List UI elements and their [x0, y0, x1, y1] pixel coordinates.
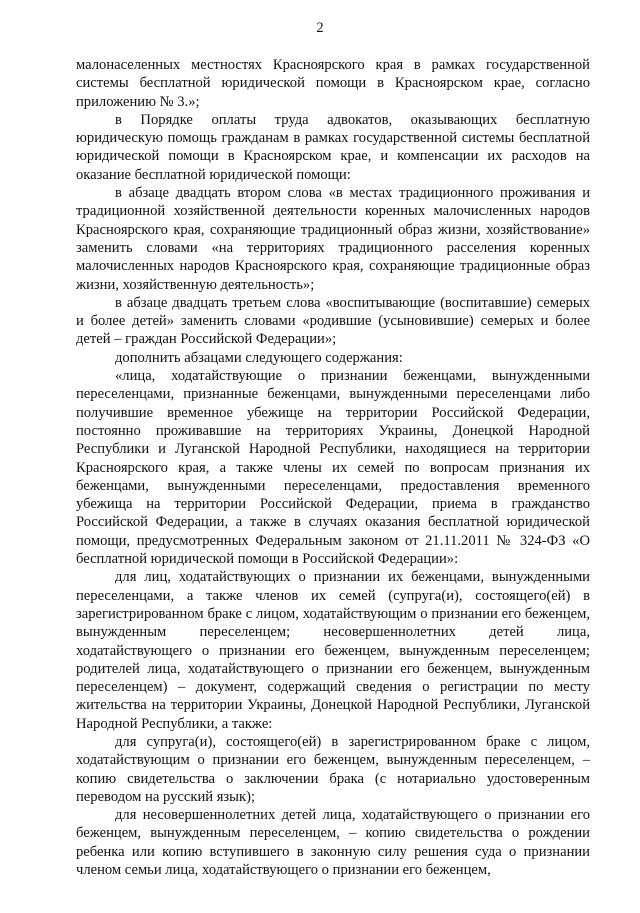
- paragraph: в абзаце двадцать втором слова «в местах традиционного проживания и традиционной хозяйственной деятельности коренных малочисленных народов Красноярского края, сохраняющие традиционный образ жизни, хозяйствование» заменить словами «на территориях традиционного расселения коренных малочисленных народов Красноярского края, сохраняющие традиционные образ жизни, хозяйственную деятельность»;: [76, 185, 590, 293]
- page-number: 2: [316, 20, 324, 36]
- paragraph: в Порядке оплаты труда адвокатов, оказывающих бесплатную юридическую помощь гражданам в рамках государственной системы бесплатной юридической помощи в Красноярском крае, и компенсации их расходов на оказание бесплатной юридической помощи:: [76, 111, 590, 183]
- document-body: [76, 56, 590, 879]
- paragraph: малонаселенных местностях Красноярского края в рамках государственной системы бесплатной юридической помощи в Красноярском крае, согласно приложению № 3.»;: [76, 57, 590, 110]
- paragraph: для несовершеннолетних детей лица, ходатайствующего о признании его беженцем, вынужденным переселенцем, – копию свидетельства о рождении ребенка или копию вступившего в законную силу решения суда о признании членом семьи лица, ходатайствующего о признании его беженцем,: [76, 807, 590, 879]
- paragraph: дополнить абзацами следующего содержания:: [115, 349, 403, 366]
- paragraph: в абзаце двадцать третьем слова «воспитывающие (воспитавшие) семерых и более детей» заменить словами «родившие (усыновившие) семерых и более детей – граждан Российской Федерации»;: [76, 294, 590, 348]
- paragraph: «лица, ходатайствующие о признании беженцами, вынужденными переселенцами, признанные беженцами, вынужденными переселенцами либо получившие временное убежище на территории Российской Федерации, постоянно проживавшие на территориях Украины, Донецкой Народной Республики и Луганской Народной Республики, находящиеся на территории Красноярского края, а также члены их семей по вопросам признания их беженцами, вынужденными переселенцами, предоставления временного убежища на территории Российской Федерации, приема в гражданство Российской Федерации, а также в случаях оказания бесплатной юридической помощи, предусмотренных Федеральным законом от 21.11.2011 № 324-ФЗ «О бесплатной юридической помощи в Российской Федерации»:: [76, 368, 590, 568]
- paragraph: для супруга(и), состоящего(ей) в зарегистрированном браке с лицом, ходатайствующим о признании его беженцем, вынужденным переселенцем, – копию свидетельства о заключении брака (с нотариально удостоверенным переводом на русский язык);: [76, 733, 590, 805]
- paragraph: для лиц, ходатайствующих о признании их беженцами, вынужденными переселенцами, а также членов их семей (супруга(и), состоящего(ей) в зарегистрированном браке с лицом, ходатайствующим о признании его беженцем, вынужденным переселенцем; несовершеннолетних детей лица, ходатайствующего о признании его беженцем, вынужденным переселенцем; родителей лица, ходатайствующего о признании его беженцем, вынужденным переселенцем) – документ, содержащий сведения о регистрации по месту жительства на территории Украины, Донецкой Народной Республики, Луганской Народной Республики, а также:: [76, 569, 590, 732]
